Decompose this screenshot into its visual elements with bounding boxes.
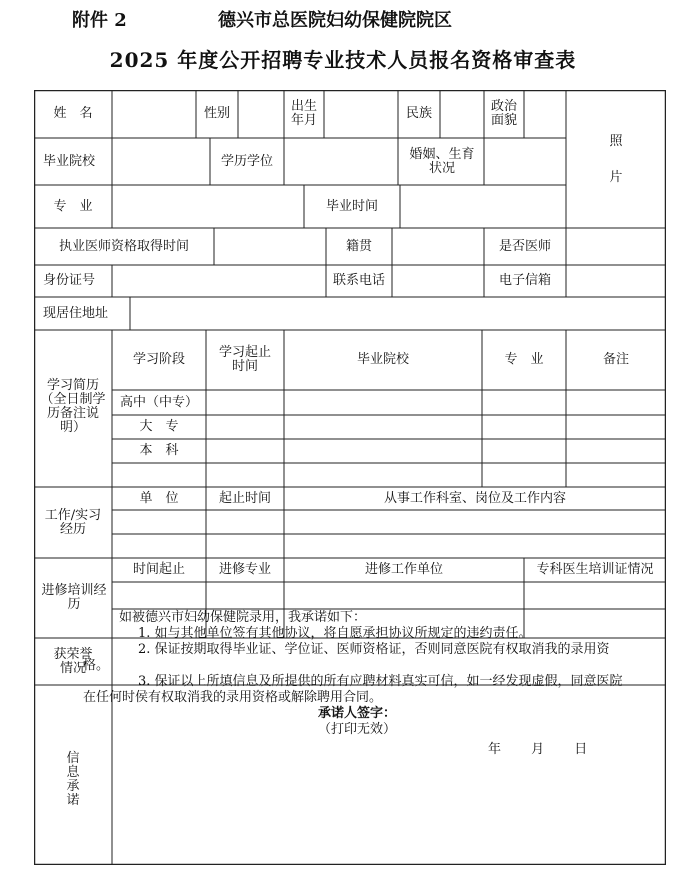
edu-stage-college: 大 专 bbox=[139, 419, 179, 434]
pledge-item-2: 2. 保证按期取得毕业证、学位证、医师资格证，否则同意医院有权取消我的录用资格。 bbox=[83, 642, 610, 673]
label-school: 毕业院校 bbox=[43, 153, 96, 169]
work-side-label: 工作/实习经历 bbox=[44, 508, 102, 537]
edu-header-stage: 学习阶段 bbox=[132, 352, 185, 367]
label-birth: 出生年月 bbox=[290, 99, 317, 128]
label-address: 现居住地址 bbox=[43, 305, 109, 321]
native-field[interactable] bbox=[394, 230, 482, 263]
work-header-content: 从事工作科室、岗位及工作内容 bbox=[383, 490, 566, 506]
edu-stage-bachelor: 本 科 bbox=[139, 443, 179, 458]
edu-header-remark: 备注 bbox=[602, 352, 629, 367]
label-id-no: 身份证号 bbox=[43, 273, 96, 288]
attachment-label: 附件 2 bbox=[72, 10, 127, 31]
degree-field[interactable] bbox=[286, 140, 396, 183]
training-header-certificate: 专科医生培训证情况 bbox=[536, 562, 654, 577]
training-side-label: 进修培训经历 bbox=[41, 583, 107, 612]
pledge-print-note: （打印无效） bbox=[317, 722, 396, 737]
pledge-signature-label: 承诺人签字： bbox=[317, 706, 396, 721]
training-header-period: 时间起止 bbox=[132, 562, 185, 577]
label-ethnicity: 民族 bbox=[405, 106, 432, 121]
label-native: 籍贯 bbox=[345, 238, 372, 254]
label-phone: 联系电话 bbox=[332, 273, 385, 288]
edu-header-period: 学习起止时间 bbox=[218, 345, 271, 374]
form-title: 2025 年度公开招聘专业技术人员报名资格审查表 bbox=[109, 48, 577, 72]
label-degree: 学历学位 bbox=[220, 153, 273, 169]
edu-stage-high-school: 高中（中专） bbox=[119, 394, 198, 410]
marital-field[interactable] bbox=[486, 140, 564, 183]
education-side-label: 学习简历（全日制学历备注说明） bbox=[40, 378, 106, 435]
label-gender: 性别 bbox=[203, 106, 230, 121]
label-major: 专 业 bbox=[53, 198, 93, 214]
edu-header-school: 毕业院校 bbox=[356, 352, 409, 367]
ethnicity-field[interactable] bbox=[442, 92, 482, 136]
label-email: 电子信箱 bbox=[498, 273, 551, 288]
gender-field[interactable] bbox=[240, 92, 282, 136]
email-field[interactable] bbox=[568, 267, 664, 295]
phone-field[interactable] bbox=[394, 267, 482, 295]
grad-time-field[interactable] bbox=[402, 187, 564, 226]
address-field[interactable] bbox=[132, 299, 664, 328]
hospital-name: 德兴市总医院妇幼保健院院区 bbox=[218, 10, 452, 31]
work-header-unit: 单 位 bbox=[139, 490, 179, 506]
pledge-text bbox=[83, 610, 631, 738]
birth-field[interactable] bbox=[326, 92, 396, 136]
label-license-time: 执业医师资格取得时间 bbox=[58, 238, 189, 254]
edu-header-major: 专 业 bbox=[504, 352, 544, 367]
id-no-field[interactable] bbox=[114, 267, 324, 295]
major-field[interactable] bbox=[114, 187, 302, 226]
political-field[interactable] bbox=[526, 92, 564, 136]
is-doctor-field[interactable] bbox=[568, 230, 664, 263]
label-political: 政治面貌 bbox=[490, 99, 517, 128]
label-is-doctor: 是否医师 bbox=[498, 238, 551, 254]
name-field[interactable] bbox=[114, 92, 194, 136]
school-field[interactable] bbox=[114, 140, 208, 183]
pledge-date: 年 月 日 bbox=[488, 742, 588, 757]
pledge-side-label: 信息承诺 bbox=[66, 751, 80, 808]
work-header-period: 起止时间 bbox=[218, 490, 271, 506]
label-grad-time: 毕业时间 bbox=[325, 198, 378, 214]
pledge-item-3: 3. 保证以上所填信息及所提供的所有应聘材料真实可信，如一经发现虚假，同意医院在任何时侯有权取消我的录用资格或解除聘用合同。 bbox=[83, 674, 623, 705]
pledge-intro: 如被德兴市妇幼保健院录用，我承诺如下： bbox=[119, 610, 367, 625]
pledge-item-1: 1. 如与其他单位签有其他协议，将自愿承担协议所规定的违约责任。 bbox=[138, 626, 532, 641]
label-photo: 照 片 bbox=[609, 134, 636, 185]
label-marital: 婚姻、生育状况 bbox=[409, 146, 475, 176]
honors-side-label: 获荣誉情况 bbox=[53, 647, 93, 676]
license-time-field[interactable] bbox=[216, 230, 324, 263]
training-header-unit: 进修工作单位 bbox=[364, 562, 443, 577]
training-header-major: 进修专业 bbox=[218, 562, 271, 577]
label-name: 姓 名 bbox=[53, 106, 93, 121]
